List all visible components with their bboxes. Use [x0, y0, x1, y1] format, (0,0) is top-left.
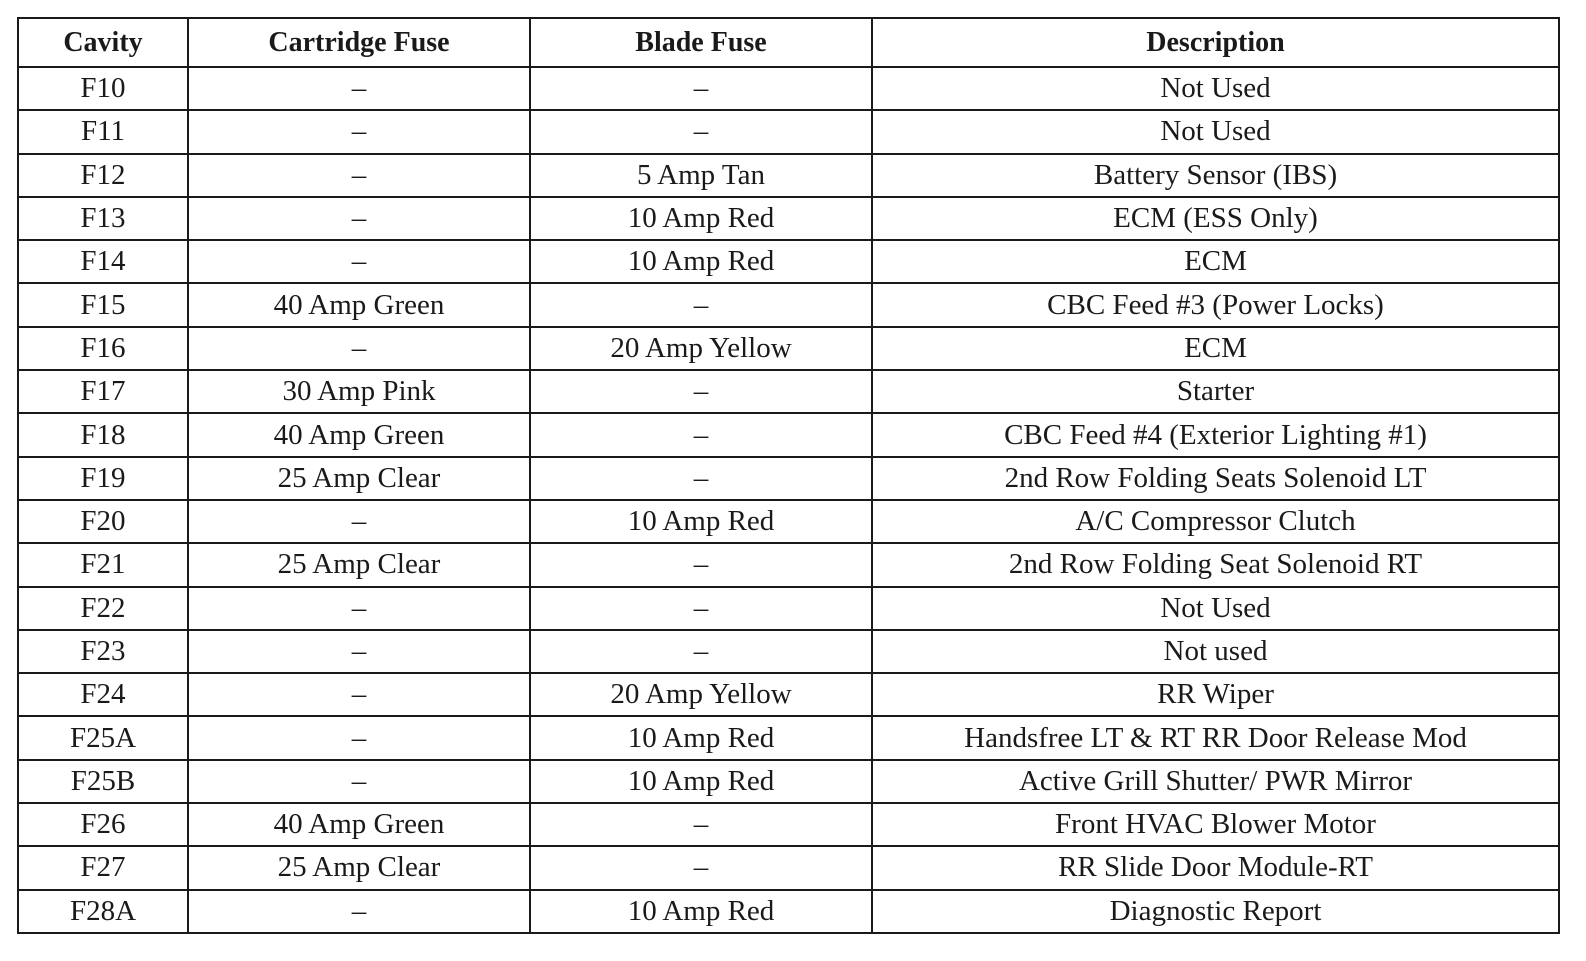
description-cell: Battery Sensor (IBS): [872, 154, 1559, 197]
description-cell: CBC Feed #3 (Power Locks): [872, 283, 1559, 326]
table-header: [18, 18, 1559, 67]
description-cell: Diagnostic Report: [872, 890, 1559, 933]
cavity-cell: F24: [18, 673, 188, 716]
table-row: [18, 240, 1559, 283]
description-cell: 2nd Row Folding Seat Solenoid RT: [872, 543, 1559, 586]
description-cell: Front HVAC Blower Motor: [872, 803, 1559, 846]
cavity-cell: F25B: [18, 760, 188, 803]
cavity-cell: F21: [18, 543, 188, 586]
table-row: [18, 327, 1559, 370]
description-cell: 2nd Row Folding Seats Solenoid LT: [872, 457, 1559, 500]
table-row: [18, 803, 1559, 846]
blade-fuse-cell: –: [530, 370, 872, 413]
description-cell: ECM: [872, 327, 1559, 370]
cartridge-fuse-cell: –: [188, 716, 530, 759]
description-cell: RR Slide Door Module-RT: [872, 846, 1559, 889]
header-row: [18, 18, 1559, 67]
table-row: [18, 283, 1559, 326]
cartridge-fuse-cell: –: [188, 673, 530, 716]
cartridge-fuse-cell: 25 Amp Clear: [188, 543, 530, 586]
cartridge-fuse-cell: 40 Amp Green: [188, 413, 530, 456]
cavity-cell: F19: [18, 457, 188, 500]
cavity-cell: F10: [18, 67, 188, 110]
cartridge-fuse-cell: –: [188, 890, 530, 933]
cavity-cell: F22: [18, 587, 188, 630]
blade-fuse-cell: –: [530, 413, 872, 456]
cavity-cell: F15: [18, 283, 188, 326]
description-cell: Handsfree LT & RT RR Door Release Mod: [872, 716, 1559, 759]
header-blade-fuse: Blade Fuse: [530, 18, 872, 67]
cavity-cell: F28A: [18, 890, 188, 933]
cavity-cell: F11: [18, 110, 188, 153]
header-cavity: Cavity: [18, 18, 188, 67]
table-row: [18, 587, 1559, 630]
table-row: [18, 67, 1559, 110]
blade-fuse-cell: –: [530, 587, 872, 630]
cavity-cell: F20: [18, 500, 188, 543]
table-row: [18, 890, 1559, 933]
blade-fuse-cell: 10 Amp Red: [530, 197, 872, 240]
table-row: [18, 154, 1559, 197]
description-cell: ECM: [872, 240, 1559, 283]
description-cell: Not Used: [872, 67, 1559, 110]
blade-fuse-cell: –: [530, 457, 872, 500]
cartridge-fuse-cell: –: [188, 327, 530, 370]
cartridge-fuse-cell: –: [188, 110, 530, 153]
description-cell: Starter: [872, 370, 1559, 413]
cartridge-fuse-cell: –: [188, 587, 530, 630]
fuse-table: [17, 17, 1560, 934]
cavity-cell: F18: [18, 413, 188, 456]
blade-fuse-cell: –: [530, 67, 872, 110]
cartridge-fuse-cell: –: [188, 760, 530, 803]
blade-fuse-cell: –: [530, 846, 872, 889]
blade-fuse-cell: 10 Amp Red: [530, 760, 872, 803]
cavity-cell: F17: [18, 370, 188, 413]
table-row: [18, 543, 1559, 586]
table-row: [18, 500, 1559, 543]
description-cell: CBC Feed #4 (Exterior Lighting #1): [872, 413, 1559, 456]
description-cell: ECM (ESS Only): [872, 197, 1559, 240]
cavity-cell: F16: [18, 327, 188, 370]
cartridge-fuse-cell: 30 Amp Pink: [188, 370, 530, 413]
cavity-cell: F14: [18, 240, 188, 283]
cartridge-fuse-cell: –: [188, 154, 530, 197]
table-row: [18, 846, 1559, 889]
cavity-cell: F23: [18, 630, 188, 673]
blade-fuse-cell: –: [530, 110, 872, 153]
table-row: [18, 716, 1559, 759]
cavity-cell: F26: [18, 803, 188, 846]
cartridge-fuse-cell: –: [188, 67, 530, 110]
cartridge-fuse-cell: 25 Amp Clear: [188, 846, 530, 889]
cartridge-fuse-cell: 40 Amp Green: [188, 803, 530, 846]
description-cell: A/C Compressor Clutch: [872, 500, 1559, 543]
description-cell: Active Grill Shutter/ PWR Mirror: [872, 760, 1559, 803]
blade-fuse-cell: 20 Amp Yellow: [530, 673, 872, 716]
table-row: [18, 110, 1559, 153]
header-cartridge-fuse: Cartridge Fuse: [188, 18, 530, 67]
description-cell: Not used: [872, 630, 1559, 673]
table-row: [18, 413, 1559, 456]
cartridge-fuse-cell: –: [188, 500, 530, 543]
table-row: [18, 673, 1559, 716]
cartridge-fuse-cell: –: [188, 197, 530, 240]
cartridge-fuse-cell: 40 Amp Green: [188, 283, 530, 326]
header-description: Description: [872, 18, 1559, 67]
cartridge-fuse-cell: –: [188, 240, 530, 283]
blade-fuse-cell: 10 Amp Red: [530, 716, 872, 759]
table-row: [18, 457, 1559, 500]
description-cell: RR Wiper: [872, 673, 1559, 716]
table-row: [18, 370, 1559, 413]
cartridge-fuse-cell: –: [188, 630, 530, 673]
blade-fuse-cell: –: [530, 803, 872, 846]
blade-fuse-cell: 5 Amp Tan: [530, 154, 872, 197]
blade-fuse-cell: 10 Amp Red: [530, 240, 872, 283]
table-row: [18, 760, 1559, 803]
table-body: [18, 67, 1559, 933]
cavity-cell: F25A: [18, 716, 188, 759]
blade-fuse-cell: 10 Amp Red: [530, 500, 872, 543]
cavity-cell: F12: [18, 154, 188, 197]
table-row: [18, 630, 1559, 673]
blade-fuse-cell: –: [530, 630, 872, 673]
blade-fuse-cell: 20 Amp Yellow: [530, 327, 872, 370]
cavity-cell: F27: [18, 846, 188, 889]
blade-fuse-cell: –: [530, 543, 872, 586]
description-cell: Not Used: [872, 587, 1559, 630]
description-cell: Not Used: [872, 110, 1559, 153]
table-row: [18, 197, 1559, 240]
cavity-cell: F13: [18, 197, 188, 240]
blade-fuse-cell: 10 Amp Red: [530, 890, 872, 933]
cartridge-fuse-cell: 25 Amp Clear: [188, 457, 530, 500]
blade-fuse-cell: –: [530, 283, 872, 326]
